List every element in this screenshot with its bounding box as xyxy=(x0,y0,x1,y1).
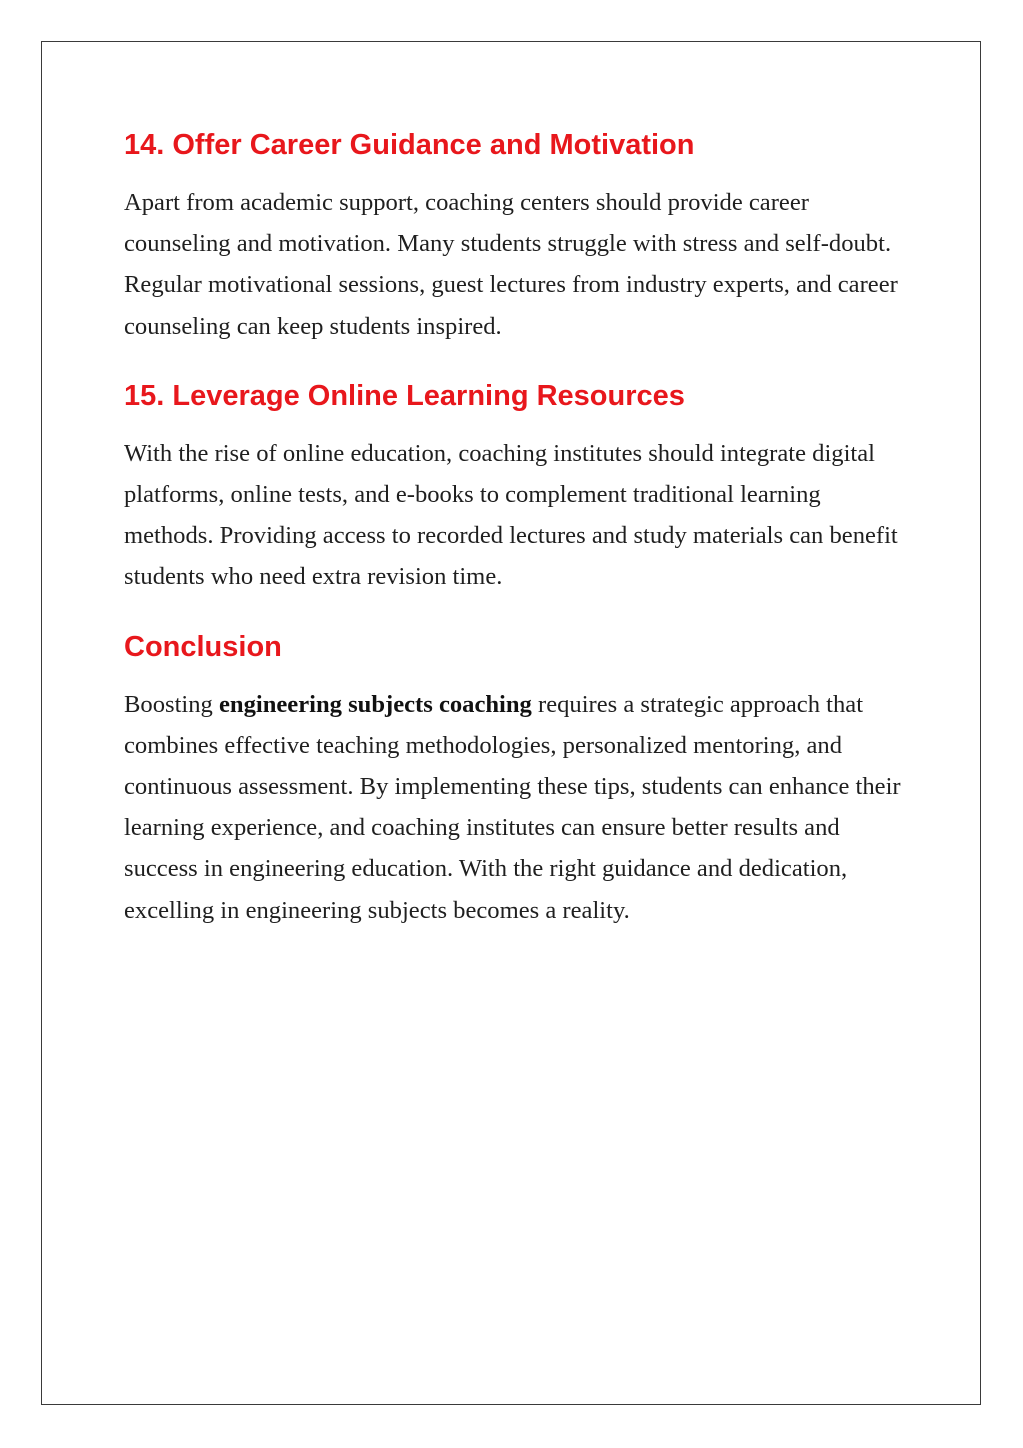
conclusion-text-prefix: Boosting xyxy=(124,690,219,718)
section-heading: 15. Leverage Online Learning Resources xyxy=(124,379,685,412)
section-online-learning xyxy=(124,369,904,598)
section-paragraph: Apart from academic support, coaching centers should provide career counseling and motivation. Many students struggle with stress and self-doubt. Regular motivational sessions, guest lectures from industry experts, and career counseling can keep students inspired. xyxy=(124,189,898,340)
conclusion-text-suffix: requires a strategic approach that combines effective teaching methodologies, personalized mentoring, and continuous assessment. By implementing these tips, students can enhance their learning experience, and coaching institutes can ensure better results and success in engineering education. With the right guidance and dedication, excelling in engineering subjects becomes a reality. xyxy=(124,690,901,924)
section-career-guidance xyxy=(124,118,904,347)
section-paragraph: With the rise of online education, coaching institutes should integrate digital platforms, online tests, and e-books to complement traditional learning methods. Providing access to recorded lectures and study materials can benefit students who need extra revision time. xyxy=(124,439,898,591)
bold-keyword: engineering subjects coaching xyxy=(218,690,532,718)
section-conclusion xyxy=(124,620,904,931)
document-content xyxy=(124,118,904,931)
section-heading: 14. Offer Career Guidance and Motivation xyxy=(124,129,695,161)
section-heading: Conclusion xyxy=(124,630,282,663)
conclusion-paragraph xyxy=(124,684,904,931)
